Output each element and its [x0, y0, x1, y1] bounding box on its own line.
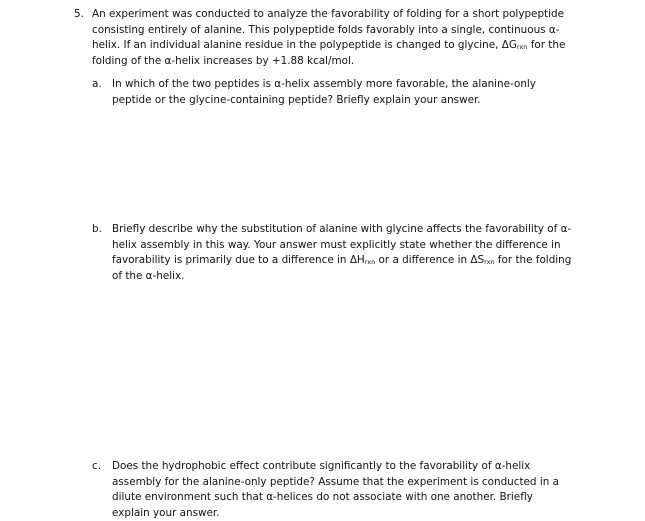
part-c-label: c. — [92, 460, 102, 472]
part-c-text: Does the hydrophobic effect contribute significantly to the favorability of α-helix assembly for the alanine-only peptide? Assume that the experiment is conducted in a dilute environment such that α-helices do not associate with one another. Briefly explain your answer. — [112, 460, 559, 519]
question-intro-text-1: An experiment was conducted to analyze the favorability of folding for a short polypeptide consisting entirely of alanine. This polypeptide folds favorably into a single, continuous α-helix. If an individual alanine residue in the polypeptide is changed to glycine, ΔG — [92, 8, 564, 52]
part-b-text — [112, 222, 572, 284]
question-intro — [92, 7, 574, 69]
delta-g-subscript: rxn — [516, 43, 528, 52]
delta-s-subscript: rxn — [484, 258, 495, 267]
part-b-text-1: Briefly describe why the substitution of alanine with glycine affects the favorability of α-helix assembly in this way. Your answer must explicitly state whether the difference in favorability is primarily due to a difference in ΔH — [112, 223, 572, 267]
part-a-label: a. — [92, 78, 102, 90]
part-a-text: In which of the two peptides is α-helix assembly more favorable, the alanine-only peptide or the glycine-containing peptide? Briefly explain your answer. — [112, 78, 536, 106]
delta-h-subscript: rxn — [364, 258, 376, 267]
part-b-text-2: or a difference in ΔS — [375, 254, 485, 267]
part-b-label: b. — [92, 223, 102, 235]
part-b-text-3: for the folding of the α-helix. — [112, 254, 572, 282]
question-intro-text-2: for the folding of the α-helix increases by +1.88 kcal/mol. — [92, 39, 566, 67]
question-number: 5. — [74, 8, 84, 20]
